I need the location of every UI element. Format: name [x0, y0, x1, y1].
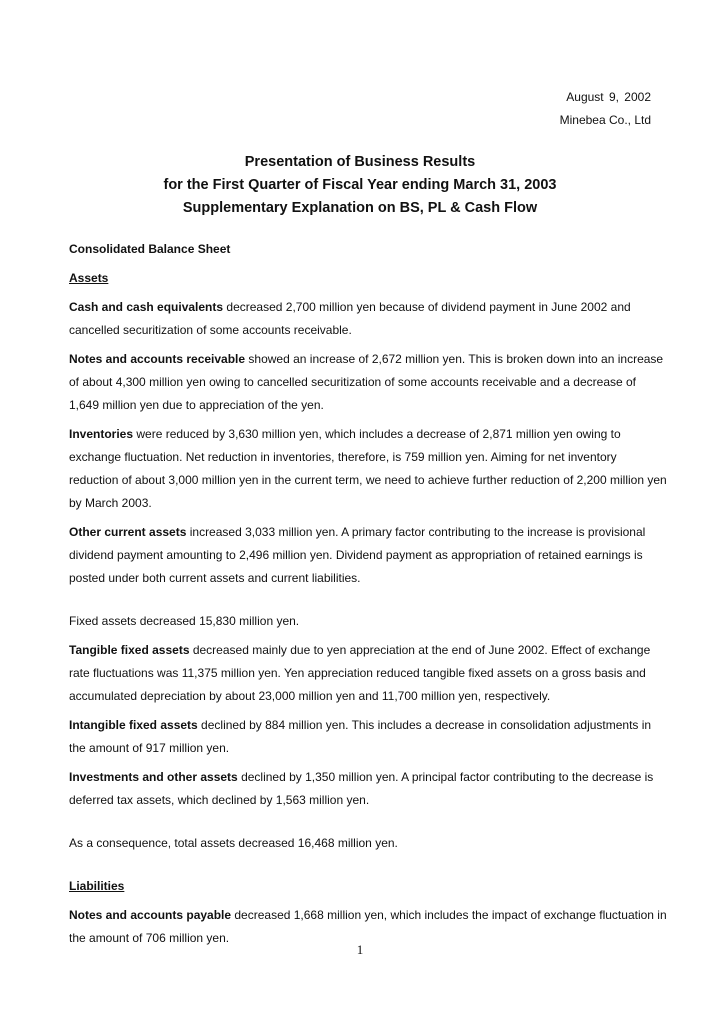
- text-intangible: declined by 884 million yen. This includes a decrease in consolidation adjustments in the amount of 917 million yen.: [69, 718, 652, 755]
- spacer: [69, 818, 669, 832]
- spacer: [69, 861, 669, 875]
- title-line-3: Supplementary Explanation on BS, PL & Cash Flow: [182, 200, 538, 216]
- spacer: [69, 596, 669, 610]
- term-intangible: Intangible fixed assets: [69, 718, 198, 732]
- term-notes-payable: Notes and accounts payable: [69, 908, 232, 922]
- text-cash: decreased 2,700 million yen because of dividend payment in June 2002 and cancelled securitization of some accounts receivable.: [69, 300, 631, 337]
- paragraph-investments: [69, 766, 669, 812]
- term-investments: Investments and other assets: [69, 770, 238, 784]
- text-other-current: increased 3,033 million yen. A primary factor contributing to the increase is provisional dividend payment amounting to 2,496 million yen. Dividend payment as appropriation of retained earnings is posted under both current assets and current liabilities.: [69, 525, 646, 585]
- assets-heading: Assets: [69, 271, 109, 285]
- term-inventories: Inventories: [69, 427, 134, 441]
- text-investments: declined by 1,350 million yen. A principal factor contributing to the decrease is deferred tax assets, which declined by 1,563 million yen.: [69, 770, 654, 807]
- paragraph-cash: [69, 296, 669, 342]
- term-other-current: Other current assets: [69, 525, 187, 539]
- text-inventories: were reduced by 3,630 million yen, which includes a decrease of 2,871 million yen owing to exchange fluctuation. Net reduction in inventories, therefore, is 759 million yen. Aiming for net inventory reduction of about 3,000 million yen in the current term, we need to achieve further reduction of 2,200 million yen by March 2003.: [69, 427, 667, 510]
- paragraph-total-assets: As a consequence, total assets decreased 16,468 million yen.: [69, 836, 398, 850]
- document-title: [0, 151, 720, 220]
- paragraph-fixed-assets: Fixed assets decreased 15,830 million yen.: [69, 614, 300, 628]
- term-cash: Cash and cash equivalents: [69, 300, 224, 314]
- document-date: August 9, 2002: [566, 90, 651, 104]
- company-name: Minebea Co., Ltd: [559, 113, 651, 127]
- paragraph-other-current: [69, 521, 669, 590]
- text-notes-payable: decreased 1,668 million yen, which includes the impact of exchange fluctuation in the amount of 706 million yen.: [69, 908, 667, 945]
- paragraph-inventories: [69, 423, 669, 515]
- page-number: 1: [356, 942, 364, 957]
- paragraph-notes-receivable: [69, 348, 669, 417]
- balance-sheet-heading: Consolidated Balance Sheet: [69, 242, 231, 256]
- document-body: [69, 238, 669, 956]
- liabilities-heading: Liabilities: [69, 879, 125, 893]
- text-notes-receivable: showed an increase of 2,672 million yen. This is broken down into an increase of about 4,300 million yen owing to cancelled securitization of some accounts receivable and a decrease of 1,649 million yen due to appreciation of the yen.: [69, 352, 664, 412]
- paragraph-intangible: [69, 714, 669, 760]
- title-line-2: for the First Quarter of Fiscal Year ending March 31, 2003: [163, 177, 557, 193]
- paragraph-tangible: [69, 639, 669, 708]
- term-tangible: Tangible fixed assets: [69, 643, 190, 657]
- text-tangible: decreased mainly due to yen appreciation at the end of June 2002. Effect of exchange rate fluctuations was 11,375 million yen. Yen appreciation reduced tangible fixed assets on a gross basis and accumulated depreciation by about 23,000 million yen and 11,700 million yen, respectively.: [69, 643, 651, 703]
- title-line-1: Presentation of Business Results: [244, 154, 476, 170]
- term-notes-receivable: Notes and accounts receivable: [69, 352, 246, 366]
